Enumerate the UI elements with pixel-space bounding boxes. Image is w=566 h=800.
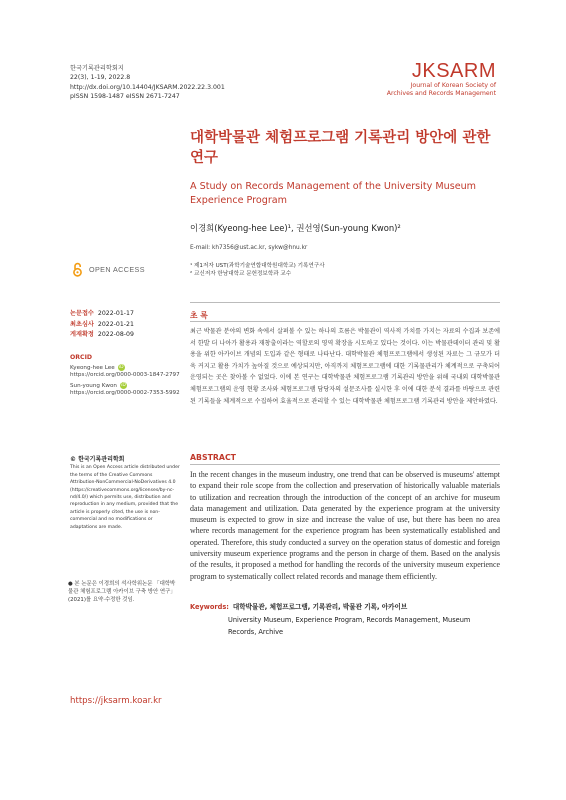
open-access-label: OPEN ACCESS xyxy=(89,265,145,274)
divider xyxy=(190,321,500,322)
orcid-url[interactable]: https://orcid.org/0000-0002-7353-5992 xyxy=(70,390,180,397)
logo-sub-line2: Archives and Records Management xyxy=(386,90,496,98)
date-row xyxy=(70,320,134,331)
keywords-label: Keywords: xyxy=(190,603,229,611)
date-row xyxy=(70,309,134,320)
license-block xyxy=(70,456,180,531)
title-en-line2: Experience Program xyxy=(190,195,288,206)
divider xyxy=(190,464,500,465)
orcid-author-1 xyxy=(70,364,180,380)
journal-issue: 22(3), 1-19, 2022.8 xyxy=(70,74,131,82)
license-text: This is an Open Access article distributed under the terms of the Creative Commons Attribution-NonCommercial-NoDerivatives 4.0 (https://creativecommons.org/licenses/by-nc-nd/4.0/) which permits use, distribution and reproduction in any medium, provided that the article is properly cited, the use is non-commercial and no modifications or adaptations are made. xyxy=(70,465,180,530)
date-value: 2022-08-09 xyxy=(97,331,134,338)
logo-sub-line1: Journal of Korean Society of xyxy=(410,82,496,89)
title-english xyxy=(190,180,510,208)
abstract-en-text: In the recent changes in the museum industry, one trend that can be observed is museums' attempt to expand their role scope from the collection and preservation of historically valuable materials to utilization and recreation through the introduction of the concept of an archive for museum data management and utilization. Data generated by the experience program at the university museum is expected to grow in size and increase the value of use, but there has been no area where records management for the experience program has been systematically established and operated. Therefore, this study conducted a survey on the operation status of domestic and foreign university museum experience programs and the person in charge of them. Based on the analysis of the results, it proposed a method for handling the records of the university museum experience program to systematically collect related records and manage them efficiently. xyxy=(190,470,500,581)
affiliation-1: ¹ 제1저자 UST(과학기술연합대학원대학교) 기록연구사 xyxy=(190,263,325,269)
journal-name-ko: 한국기록관리학회지 xyxy=(70,65,124,72)
orcid-heading: ORCID xyxy=(70,354,93,361)
orcid-author-name: Kyeong-hee Lee xyxy=(70,365,115,371)
thesis-note: ● 본 논문은 이경희의 석사학위논문 「대학박물관 체험프로그램 아카이브 구축 방안 연구」(2021)를 요약·수정한 것임. xyxy=(68,581,176,604)
title-korean xyxy=(190,128,510,168)
author-line: 이경희(Kyeong-hee Lee)¹, 권선영(Sun-young Kwon)² xyxy=(190,223,401,233)
title-ko-line1: 대학박물관 체험프로그램 기록관리 방안에 관한 xyxy=(190,130,491,146)
journal-header xyxy=(70,64,225,101)
issn: pISSN 1598-1487 eISSN 2671-7247 xyxy=(70,92,180,100)
journal-url[interactable]: https://jksarm.koar.kr xyxy=(70,696,162,706)
date-value: 2022-01-21 xyxy=(97,320,134,328)
keywords xyxy=(190,601,500,639)
open-access-badge xyxy=(72,262,145,277)
journal-logo xyxy=(387,60,496,99)
logo-brand: JKSARM xyxy=(411,60,496,82)
abstract-en-heading: ABSTRACT xyxy=(190,453,236,462)
keywords-ko: 대학박물관, 체험프로그램, 기록관리, 박물관 기록, 아카이브 xyxy=(232,603,408,611)
orcid-author-name: Sun-young Kwon xyxy=(70,383,117,389)
date-row xyxy=(70,330,134,341)
date-value: 2022-01-17 xyxy=(97,310,134,317)
open-lock-icon xyxy=(72,262,83,277)
date-label: 게재확정 xyxy=(70,331,94,338)
orcid-id-icon: iD xyxy=(118,365,124,370)
keywords-en: University Museum, Experience Program, Records Management, Museum Records, Archive xyxy=(228,615,471,636)
affiliation-2: ² 교신저자 한남대학교 문헌정보학과 교수 xyxy=(190,271,292,278)
license-heading: © 한국기록관리학회 xyxy=(70,456,125,463)
title-en-line1: A Study on Records Management of the University Museum xyxy=(190,181,477,192)
abstract-ko-text: 최근 박물관 분야의 변화 속에서 살펴볼 수 있는 하나의 흐름은 박물관이 역사적 가치를 가지는 자료의 수집과 보존에서 한발 더 나아가 활용과 재창출이라는 역할로의 영역 확장을 시도하고 있다는 것이다. 이는 박물관데이터 관리 및 활용을 위한 아카이브 개념의 도입과 같은 형태로 나타난다. 대학박물관 체험프로그램에서 생성된 자료는 그 규모가 더욱 커지고 활용 가치가 높아질 것으로 예상되지만, 아직까지 체험프로그램에 대한 기록물관리가 체계적으로 구축되어 운영되는 곳은 찾아볼 수 없었다. 이에 본 연구는 대학박물관 체험프로그램 기록관리 방안을 위해 국내외 대학박물관 체험프로그램의 운영 현황 조사와 체험프로그램 담당자의 설문조사를 실시한 후 이에 대한 분석 결과를 바탕으로 관련된 기록들을 체계적으로 수집하여 효율적으로 관리할 수 있는 대학박물관 체험프로그램 기록관리 방안을 제안하였다. xyxy=(190,328,500,405)
date-label: 논문접수 xyxy=(70,310,94,317)
divider xyxy=(190,302,500,303)
author-affiliations xyxy=(190,262,325,278)
title-ko-line2: 연구 xyxy=(190,150,219,166)
date-label: 최초심사 xyxy=(70,320,94,328)
orcid-url[interactable]: https://orcid.org/0000-0003-1847-2797 xyxy=(70,372,180,379)
orcid-author-2 xyxy=(70,382,180,398)
orcid-id-icon: iD xyxy=(121,383,126,388)
submission-dates xyxy=(70,309,134,341)
author-email: E-mail: kh7356@ust.ac.kr, sykw@hnu.kr xyxy=(190,245,308,251)
abstract-ko-heading: 초 록 xyxy=(190,311,208,320)
doi-link[interactable]: http://dx.doi.org/10.14404/JKSARM.2022.22.3.001 xyxy=(70,83,225,91)
